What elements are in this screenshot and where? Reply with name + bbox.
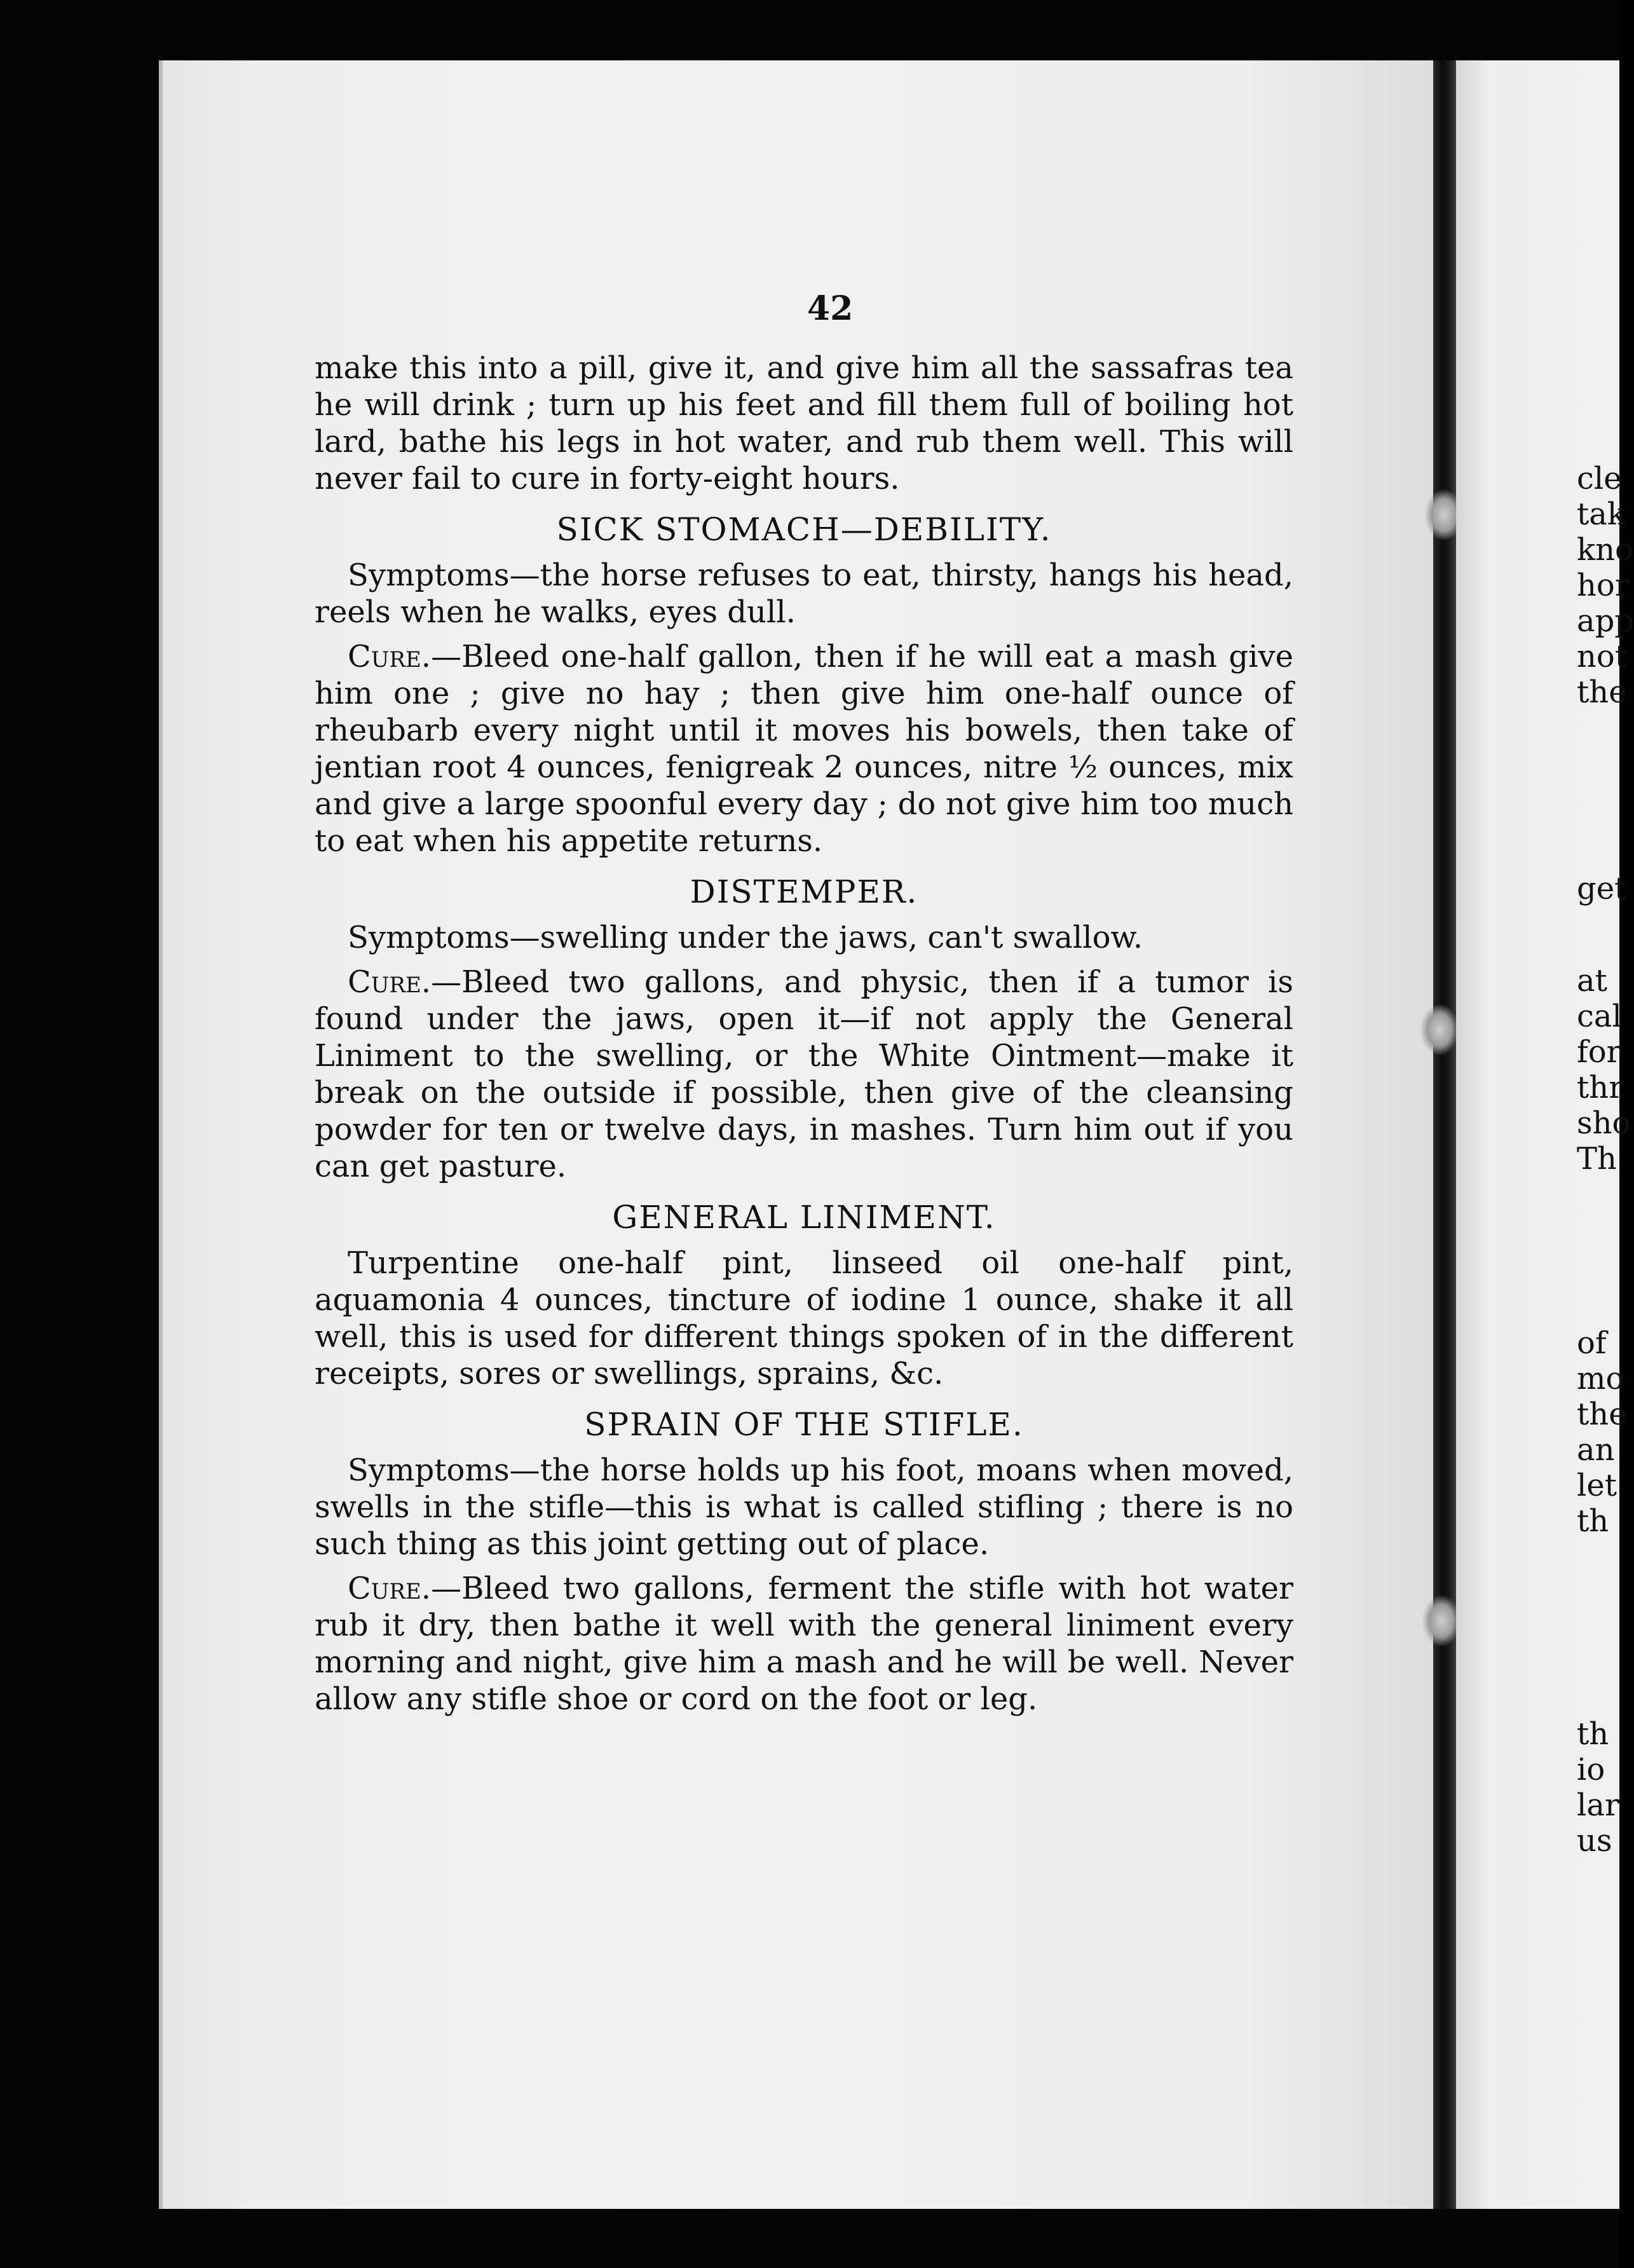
facing-page-word: lar [1577,1787,1619,1823]
facing-page-word: not [1577,639,1628,674]
facing-page-word: thr [1577,1070,1624,1105]
scan-bottom-margin [0,2209,1619,2268]
symptoms-paragraph: Symptoms—swelling under the jaws, can't swallow. [348,920,1143,955]
facing-page-word: for [1577,1034,1621,1070]
facing-page-word: at [1577,963,1607,999]
facing-page-word: th [1577,1503,1609,1539]
facing-page-word: let [1577,1468,1617,1503]
facing-page-word: mo [1577,1361,1624,1397]
section-heading-general-liniment: GENERAL LINIMENT. [612,1199,996,1236]
facing-page-word: sho [1577,1105,1631,1141]
cure-text: —Bleed one-half gallon, then if he will eat a mash give him one ; give no hay ; then give him one-half ounce of rheubarb every night until it moves his bowels, then take of jentian root 4 ounces, fenigreak 2 ounces, nitre ½ ounces, mix and give a large spoonful every day ; do not give him too much to eat when his appetite returns. [315,639,1293,859]
facing-page-word: get [1577,871,1627,906]
book-spine [1433,60,1456,2209]
facing-page-word: an [1577,1432,1615,1468]
facing-page-word: of [1577,1325,1607,1361]
facing-page-word: tak [1577,496,1626,532]
scan-top-margin [0,0,1619,60]
facing-page-word: Th [1577,1141,1617,1177]
binding-stitch [1420,1004,1459,1055]
cure-paragraph [315,638,1293,859]
page-number: 42 [807,289,854,328]
symptoms-paragraph: Symptoms—the horse holds up his foot, moans when moved, swells in the stifle—this is what is called stifling ; there is no such thing as this joint getting out of place. [315,1452,1293,1562]
section-heading-sick-stomach: SICK STOMACH—DEBILITY. [556,511,1052,548]
recipe-paragraph: Turpentine one-half pint, linseed oil one-half pint, aquamonia 4 ounces, tincture of iodine 1 ounce, shake it all well, this is used for different things spoken of in the different receipts, sores or swellings, sprains, &c. [315,1245,1293,1391]
facing-page-word: the [1577,674,1627,710]
cure-text: —Bleed two gallons, ferment the stifle with hot water rub it dry, then bathe it well with the general liniment every morning and night, give him a mash and he will be well. Never allow any stifle shoe or cord on the foot or leg. [315,1571,1293,1717]
cure-text: —Bleed two gallons, and physic, then if a tumor is found under the jaws, open it—if not apply the General Liniment to the swelling, or the White Ointment—make it break on the outside if possible, then give of the cleansing powder for ten or twelve days, in mashes. Turn him out if you can get pasture. [315,964,1293,1184]
facing-page-word: th [1577,1716,1609,1752]
facing-page-word: app [1577,603,1634,639]
symptoms-paragraph: Symptoms—the horse refuses to eat, thirsty, hangs his head, reels when he walks, eyes dull. [315,557,1293,630]
facing-page-word: kno [1577,532,1633,568]
cure-label: Cure. [348,964,432,1000]
cure-paragraph [315,1570,1293,1718]
facing-page-word: cal [1577,999,1622,1034]
cure-label: Cure. [348,1571,432,1606]
facing-page-word: us [1577,1823,1612,1859]
binding-stitch [1422,1595,1460,1646]
facing-page-word: io [1577,1752,1605,1787]
facing-page-word: cle [1577,461,1622,496]
section-heading-distemper: DISTEMPER. [690,873,918,910]
facing-page-word: the [1577,1397,1627,1432]
facing-page-word: hor [1577,568,1630,603]
section-heading-sprain-of-stifle: SPRAIN OF THE STIFLE. [584,1406,1024,1443]
page-body [315,280,1293,1718]
cure-label: Cure. [348,639,432,674]
cure-paragraph [315,964,1293,1185]
scan-left-margin [0,0,159,2268]
facing-page-edge [1456,60,1634,2209]
continued-paragraph: make this into a pill, give it, and give him all the sassafras tea he will drink ; turn up his feet and fill them full of boiling hot lard, bathe his legs in hot water, and rub them well. This will never fail to cure in forty-eight hours. [315,350,1293,496]
